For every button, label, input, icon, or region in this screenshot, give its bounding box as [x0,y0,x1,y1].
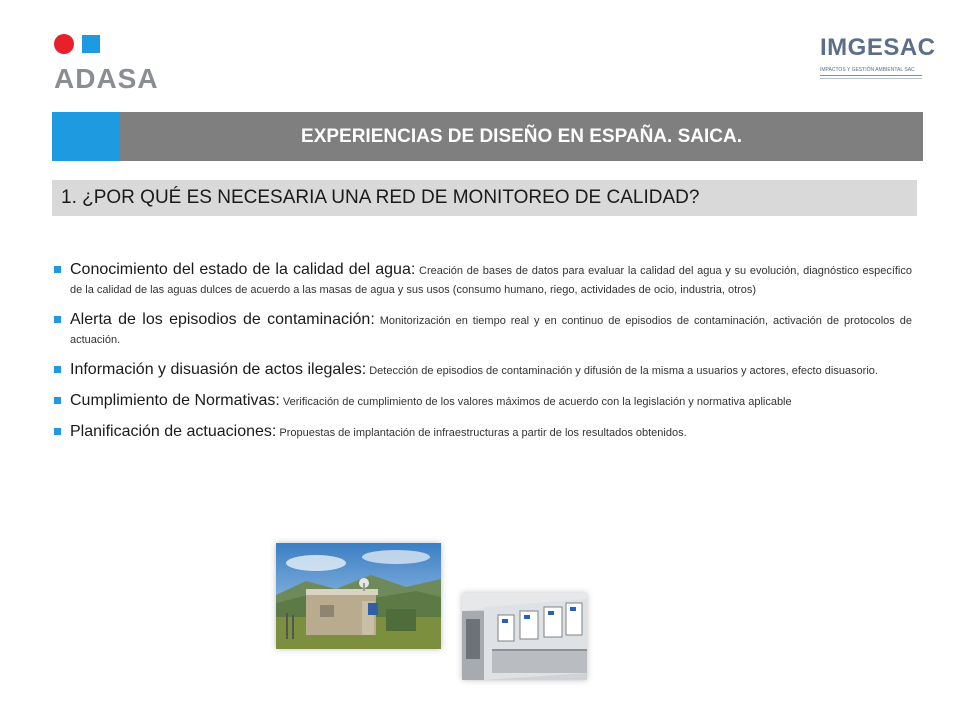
imgesac-logo-text: IMGESAC [820,34,936,61]
imgesac-rule [820,75,922,76]
title-accent-block [52,112,120,161]
title-bar [52,112,923,161]
imgesac-logo [820,34,936,94]
bullet-title: Información y disuasión de actos ilegales: [70,361,367,378]
bullet-description: Detección de episodios de contaminación y difusión de la misma a usuarios y actores, efecto disuasorio. [369,365,878,377]
bullet-description: Monitorización en tiempo real y en continuo de episodios de contaminación, activación de protocolos de actuación. [70,315,912,346]
square-bullet-icon [54,316,61,323]
square-bullet-icon [54,366,61,373]
section-heading-bar [52,180,917,216]
square-bullet-icon [54,266,61,273]
station-interior-photo [462,593,587,680]
bullet-item [52,260,912,300]
bullet-title: Conocimiento del estado de la calidad del agua: [70,261,416,278]
station-interior-illustration [462,593,587,680]
slide-title: EXPERIENCIAS DE DISEÑO EN ESPAÑA. SAICA. [301,126,742,147]
imgesac-rule-secondary [820,78,922,79]
bullet-description: Propuestas de implantación de infraestructuras a partir de los resultados obtenidos. [279,427,687,439]
monitoring-station-illustration [276,543,441,649]
adasa-logo-text: ADASA [54,63,159,94]
bullet-title: Planificación de actuaciones: [70,423,277,440]
section-heading: 1. ¿POR QUÉ ES NECESARIA UNA RED DE MONITOREO DE CALIDAD? [61,187,700,208]
adasa-logo [52,33,172,93]
logo-red-dot [54,34,74,54]
bullet-description: Creación de bases de datos para evaluar la calidad del agua y su evolución, diagnóstico específico de la calidad de las aguas dulces de acuerdo a las masas de agua y sus usos (consumo humano, riego, actividades de ocio, industria, otros) [70,265,912,296]
bullet-item [52,422,912,443]
adasa-logo-mark [54,33,114,55]
bullet-list [52,260,912,453]
bullet-description: Verificación de cumplimiento de los valores máximos de acuerdo con la legislación y normativa aplicable [282,396,792,408]
logo-blue-square [82,35,100,53]
bullet-title: Cumplimiento de Normativas: [70,392,280,409]
imgesac-tagline: IMPACTOS Y GESTIÓN AMBIENTAL SAC [820,67,915,73]
bullet-item [52,360,912,381]
bullet-item [52,391,912,412]
bullet-item [52,310,912,350]
bullet-title: Alerta de los episodios de contaminación: [70,311,375,328]
square-bullet-icon [54,397,61,404]
square-bullet-icon [54,428,61,435]
monitoring-station-photo [276,543,441,649]
